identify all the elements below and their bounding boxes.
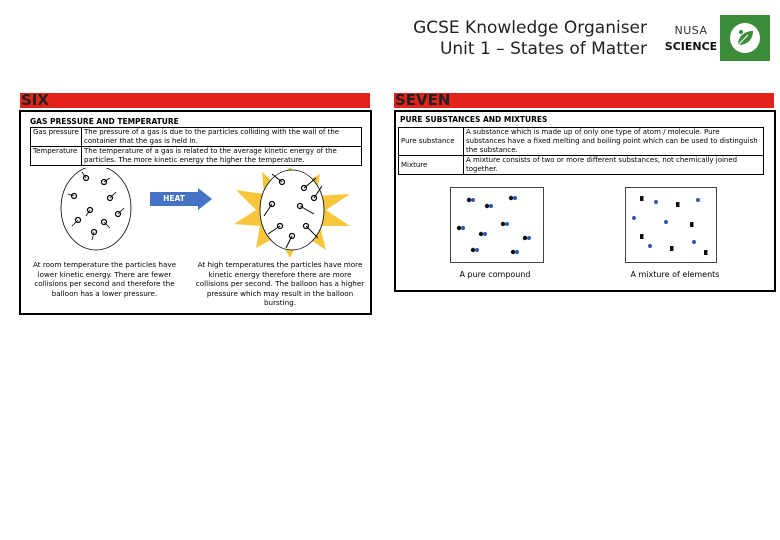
definition-cell: A substance which is made up of only one type of atom / molecule. Pure substances have a fixed melting and boiling point which can be used to distinguish the substance. <box>464 128 764 156</box>
caption-high-temperature: At high temperatures the particles have more kinetic energy therefore there are more collisions per second. The balloon has a higher pressure which may result in the balloon bursting. <box>195 260 365 308</box>
term-cell: Temperature <box>31 147 82 166</box>
section-seven-bar <box>394 93 774 108</box>
section-six-heading: GAS PRESSURE AND TEMPERATURE <box>30 117 179 126</box>
title-line-2: Unit 1 – States of Matter <box>439 39 647 59</box>
hot-balloon <box>234 168 350 258</box>
caption-room-temperature: At room temperature the particles have lower kinetic energy. There are fewer collisions per second and therefore the balloon has a lower pressure. <box>32 260 177 298</box>
table-row <box>399 156 764 175</box>
page-title <box>413 18 647 60</box>
term-cell: Pure substance <box>399 128 464 156</box>
section-seven-heading: PURE SUBSTANCES AND MIXTURES <box>400 115 548 124</box>
definition-cell: A mixture consists of two or more different substances, not chemically joined together. <box>464 156 764 175</box>
table-row <box>399 128 764 156</box>
pure-compound-diagram <box>450 187 544 263</box>
section-seven-label: SEVEN <box>395 91 451 109</box>
definition-cell: The temperature of a gas is related to the average kinetic energy of the particles. The more kinetic energy the higher the temperature. <box>82 147 362 166</box>
heat-arrow-head <box>198 188 212 210</box>
cool-balloon <box>61 168 131 250</box>
mixture-label: A mixture of elements <box>630 270 720 279</box>
section-six-label: SIX <box>21 91 49 109</box>
definition-cell: The pressure of a gas is due to the particles colliding with the wall of the container that the gas is held in. <box>82 128 362 147</box>
term-cell: Mixture <box>399 156 464 175</box>
balloon-diagram <box>20 168 380 258</box>
brand-text <box>664 24 718 53</box>
term-cell: Gas pressure <box>31 128 82 147</box>
gas-definitions-table <box>30 127 362 166</box>
brand-bottom: SCIENCE <box>664 40 718 53</box>
title-line-1: GCSE Knowledge Organiser <box>413 18 647 38</box>
mixture-diagram <box>625 187 717 263</box>
logo <box>720 15 770 61</box>
brand-top: NUSA <box>674 24 708 37</box>
heat-arrow <box>150 192 198 206</box>
substance-definitions-table <box>398 127 764 175</box>
table-row <box>31 147 362 166</box>
pure-compound-label: A pure compound <box>459 270 531 279</box>
heat-label: HEAT <box>163 194 185 203</box>
section-six-bar <box>20 93 370 108</box>
table-row <box>31 128 362 147</box>
leaf-icon <box>730 23 760 53</box>
